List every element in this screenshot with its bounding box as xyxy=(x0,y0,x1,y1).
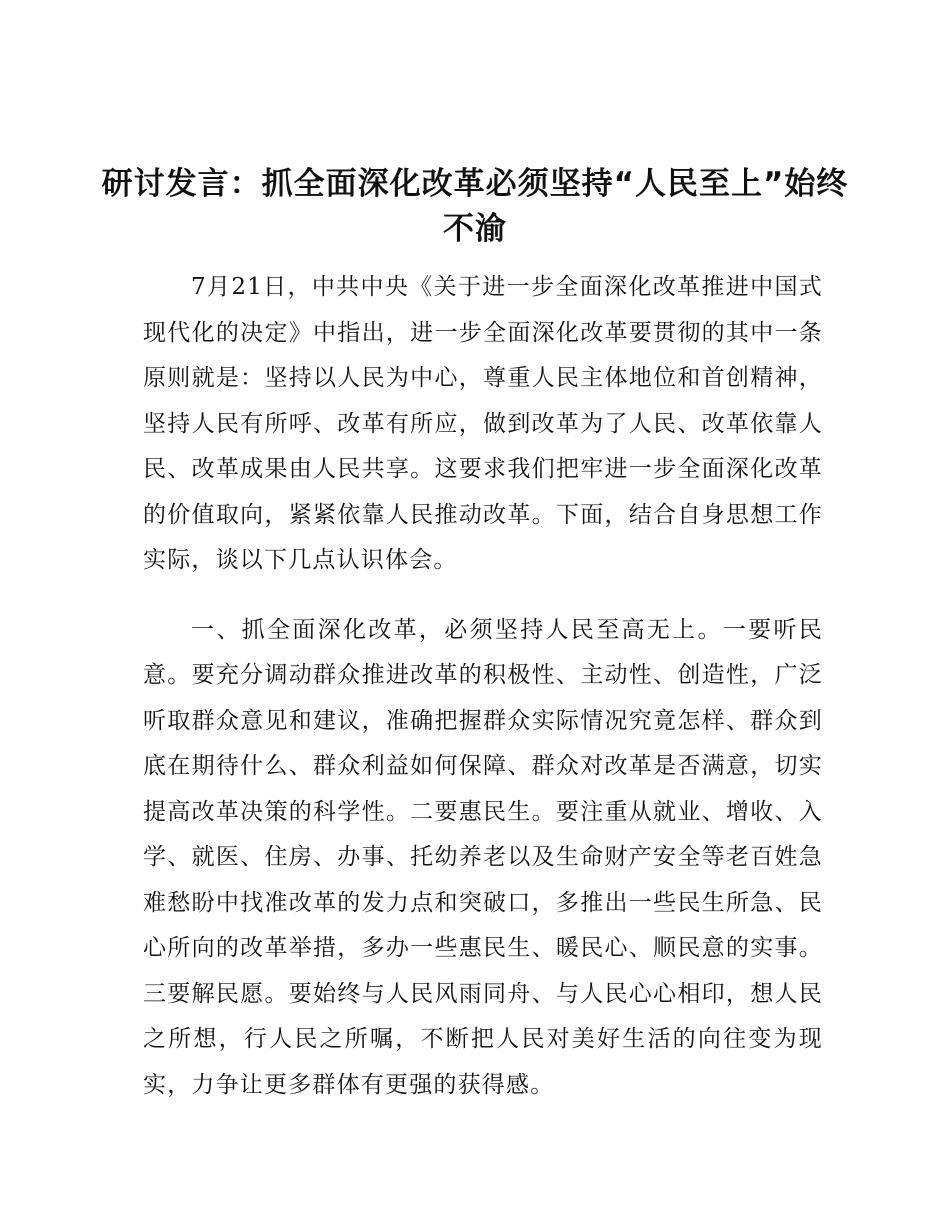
document-title: 研讨发言：抓全面深化改革必须坚持“人民至上”始终不渝 xyxy=(101,166,849,247)
paragraph-section-one: 一、抓全面深化改革，必须坚持人民至高无上。一要听民意。要充分调动群众推进改革的积极性、主动性、创造性，广泛听取群众意见和建议，准确把握群众实际情况究竟怎样、群众到底在期待什么、群众利益如何保障、群众对改革是否满意，切实提高改革决策的科学性。二要惠民生。要注重从就业、增收、入学、就医、住房、办事、托幼养老以及生命财产安全等老百姓急难愁盼中找准改革的发力点和突破口，多推出一些民生所急、民心所向的改革举措，多办一些惠民生、暖民心、顺民意的实事。三要解民愿。要始终与人民风雨同舟、与人民心心相印，想人民之所想，行人民之所嘱，不断把人民对美好生活的向往变为现实，力争让更多群体有更强的获得感。 xyxy=(143,616,823,1098)
document-body xyxy=(143,265,823,1108)
paragraph-intro: 7月21日，中共中央《关于进一步全面深化改革推进中国式现代化的决定》中指出，进一步全面深化改革要贯彻的其中一条原则就是：坚持以人民为中心，尊重人民主体地位和首创精神，坚持人民有所呼、改革有所应，做到改革为了人民、改革依靠人民、改革成果由人民共享。这要求我们把牢进一步全面深化改革的价值取向，紧紧依靠人民推动改革。下面，结合自身思想工作实际，谈以下几点认识体会。 xyxy=(143,274,823,573)
